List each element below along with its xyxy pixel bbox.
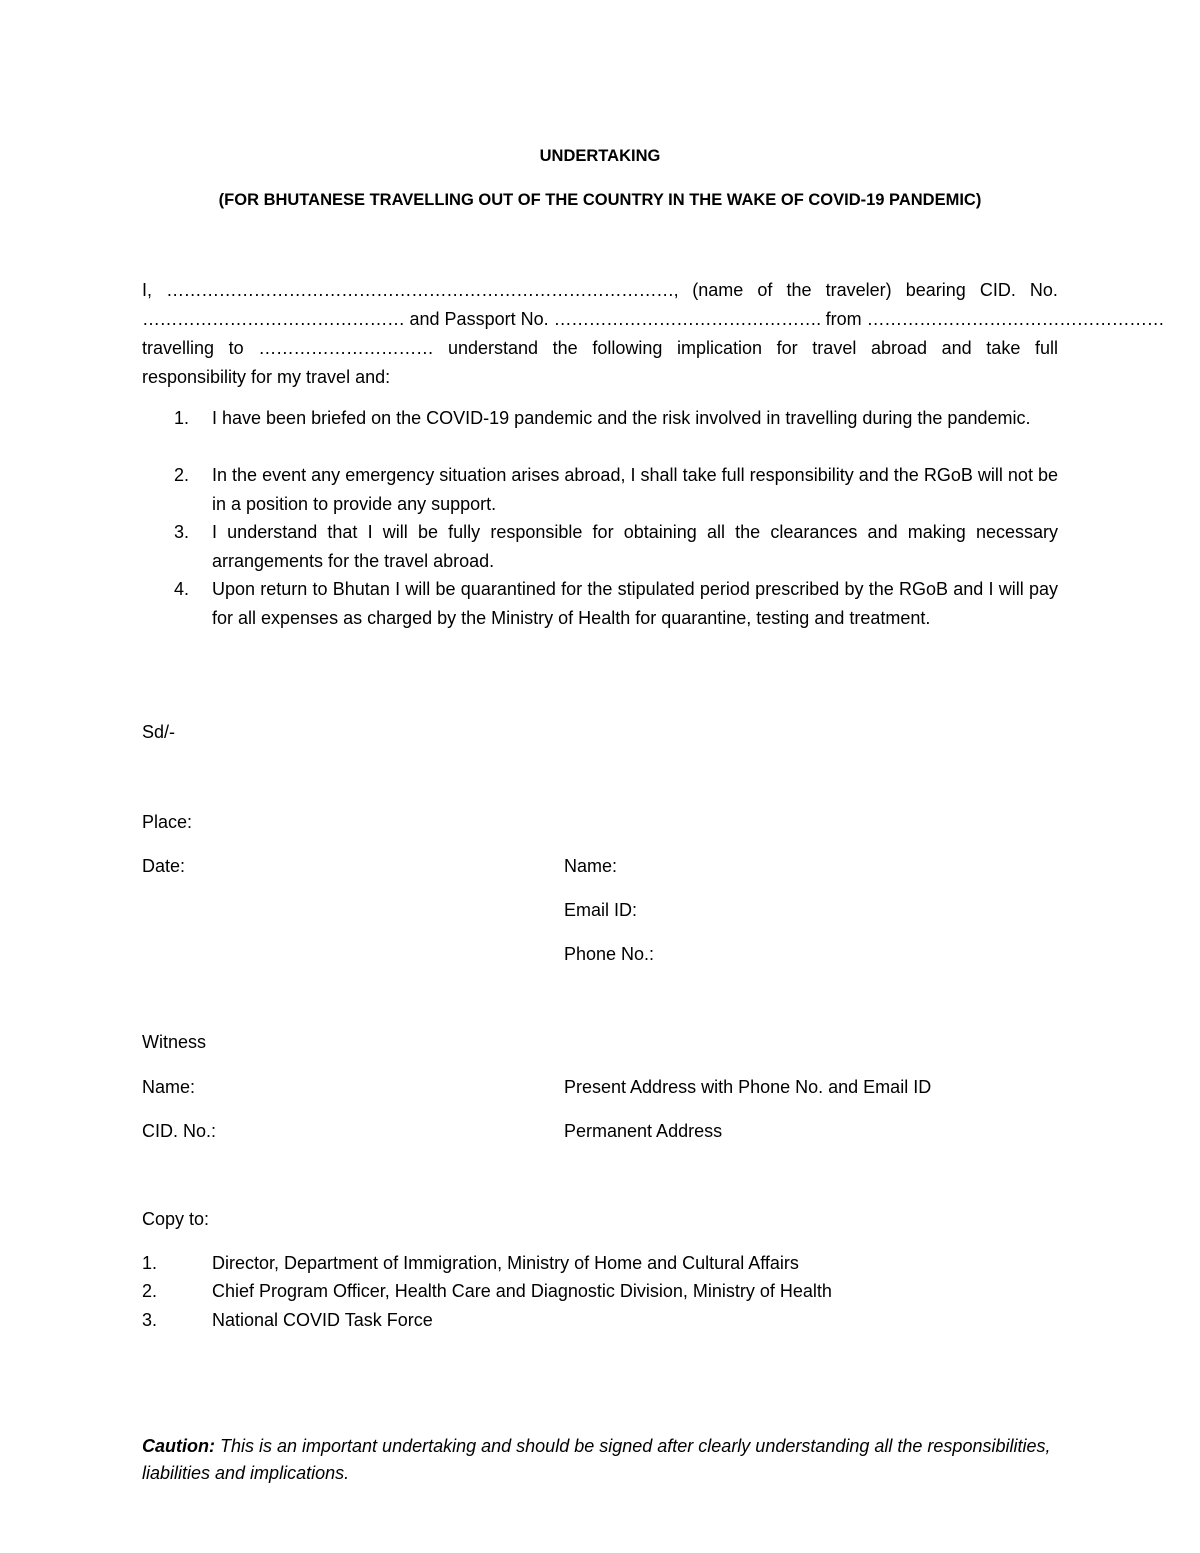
place-label: Place: [142,812,193,832]
witness-permanent-address-label: Permanent Address [564,1121,723,1141]
copy-recipient: Chief Program Officer, Health Care and Diagnostic Division, Ministry of Health [212,1281,832,1301]
witness-name-label: Name: [142,1077,196,1097]
name-blank: ……………………………………………………………………………, [166,280,679,300]
copy-recipient: National COVID Task Force [212,1310,433,1330]
list-number: 1. [174,408,190,428]
passport-blank: ………………………………………. [553,309,821,329]
intro-line-4: responsibility for my travel and: [142,367,391,387]
from-blank: …………………………………………… [866,309,1165,329]
caution-text: This is an important undertaking and should be signed after clearly understanding all the responsibilities, liabilities and implications. [142,1436,1051,1483]
intro-text: I, [142,280,153,300]
list-number: 3. [174,522,190,542]
intro-line-2 [142,305,1165,334]
copy-number: 1. [142,1253,158,1273]
document-subtitle: (FOR BHUTANESE TRAVELLING OUT OF THE COUNTRY IN THE WAKE OF COVID-19 PANDEMIC) [218,191,982,209]
witness-present-address-label: Present Address with Phone No. and Email ID [564,1077,932,1097]
copy-number: 2. [142,1281,158,1301]
intro-text: travelling to [142,338,244,358]
intro-text: and Passport No. [409,309,549,329]
intro-text: understand the following implication for travel abroad and take full [447,338,1058,358]
name-label: Name: [564,856,618,876]
intro-text: bearing [905,280,966,300]
intro-text: from [825,309,862,329]
witness-heading: Witness [142,1032,207,1052]
intro-text: of [757,280,773,300]
intro-text: the [786,280,812,300]
phone-label: Phone No.: [564,944,655,964]
list-text: Upon return to Bhutan I will be quarantined for the stipulated period prescribed by the RGoB and I will pay for all expenses as charged by the Ministry of Health for quarantine, testing and treatment. [212,579,1058,628]
email-label: Email ID: [564,900,638,920]
intro-paragraph [142,276,1165,392]
list-number: 2. [174,465,190,485]
intro-text: traveler) [825,280,892,300]
witness-cid-label: CID. No.: [142,1121,217,1141]
cid-blank: ……………………………………… [142,309,405,329]
caution-note [142,1433,1058,1487]
intro-text: CID. [979,280,1016,300]
caution-label: Caution: [142,1436,215,1456]
destination-blank: ………………………… [258,338,434,358]
intro-line-1 [142,276,1058,305]
intro-line-3 [142,334,1058,363]
list-text: In the event any emergency situation arises abroad, I shall take full responsibility and the RGoB will not be in a position to provide any support. [212,465,1058,514]
copy-number: 3. [142,1310,158,1330]
copy-recipient: Director, Department of Immigration, Ministry of Home and Cultural Affairs [212,1253,799,1273]
intro-text: (name [692,280,744,300]
copy-to-heading: Copy to: [142,1209,210,1229]
list-number: 4. [174,579,190,599]
list-text: I understand that I will be fully responsible for obtaining all the clearances and making necessary arrangements for the travel abroad. [212,522,1058,571]
intro-text: No. [1029,280,1058,300]
document-title: UNDERTAKING [539,147,661,165]
date-label: Date: [142,856,186,876]
list-text: I have been briefed on the COVID-19 pandemic and the risk involved in travelling during the pandemic. [212,408,1031,428]
signature-mark: Sd/- [142,722,176,742]
